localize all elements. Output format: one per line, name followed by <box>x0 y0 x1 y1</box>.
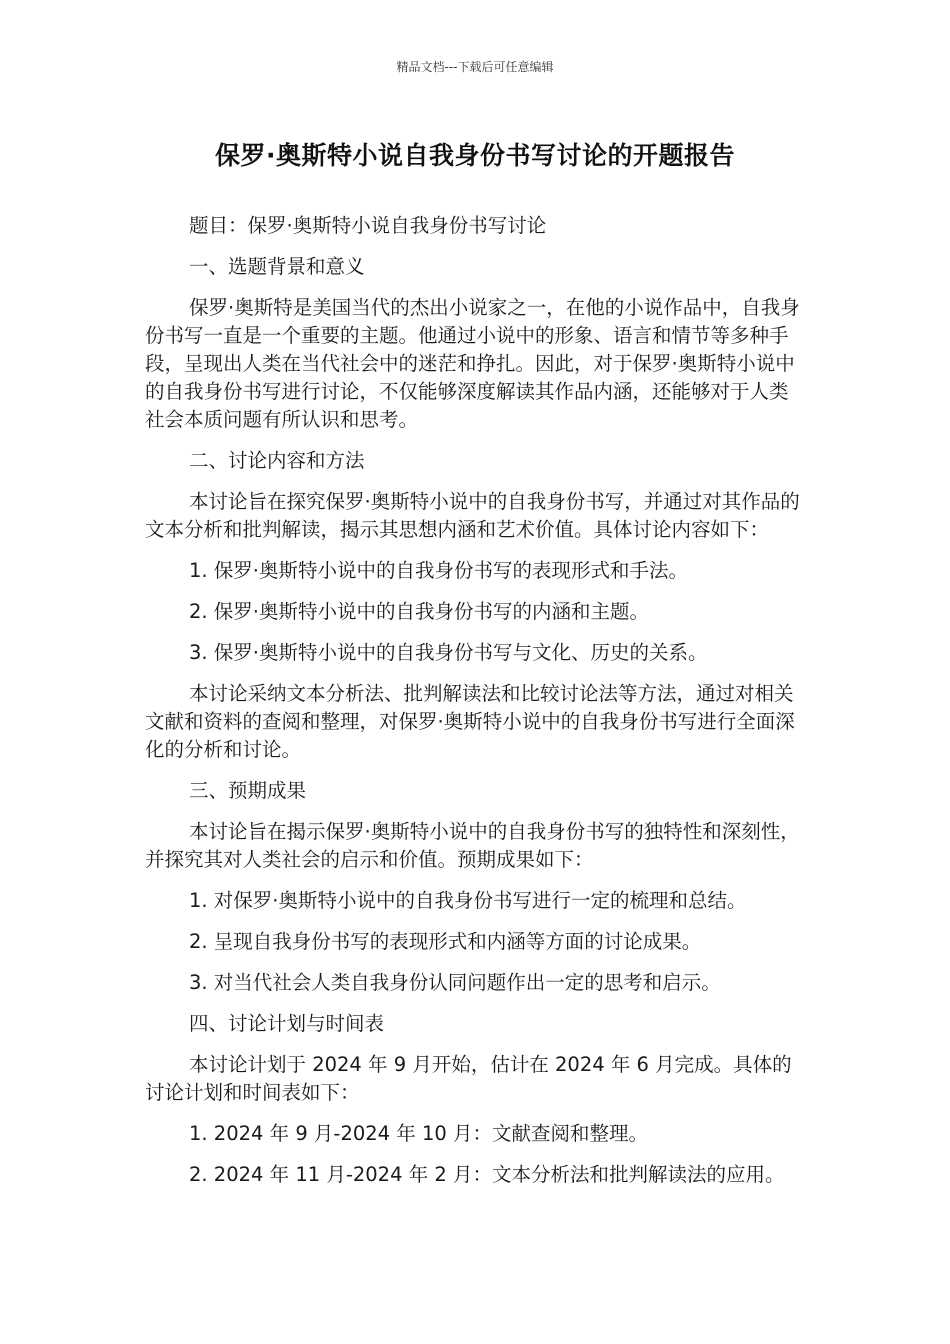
section-heading: 四、讨论计划与时间表 <box>189 1012 385 1035</box>
list-item: 3. 对当代社会人类自我身份认同问题作出一定的思考和启示。 <box>189 971 721 994</box>
document-title: 保罗·奥斯特小说自我身份书写讨论的开题报告 <box>215 141 735 170</box>
paragraph: 本讨论采纳文本分析法、批判解读法和比较讨论法等方法，通过对相关文献和资料的查阅和整理，对保罗·奥斯特小说中的自我身份书写进行全面深化的分析和讨论。 <box>145 682 795 761</box>
list-item: 1. 2024 年 9 月-2024 年 10 月：文献查阅和整理。 <box>189 1122 649 1145</box>
list-item: 2. 保罗·奥斯特小说中的自我身份书写的内涵和主题。 <box>189 600 650 623</box>
paragraph: 本讨论旨在揭示保罗·奥斯特小说中的自我身份书写的独特性和深刻性，并探究其对人类社会的启示和价值。预期成果如下： <box>145 820 800 871</box>
paragraph: 本讨论计划于 2024 年 9 月开始，估计在 2024 年 6 月完成。具体的讨论计划和时间表如下： <box>145 1053 792 1104</box>
paragraph: 本讨论旨在探究保罗·奥斯特小说中的自我身份书写，并通过对其作品的文本分析和批判解读，揭示其思想内涵和艺术价值。具体讨论内容如下： <box>145 490 800 541</box>
list-item: 1. 保罗·奥斯特小说中的自我身份书写的表现形式和手法。 <box>189 559 689 582</box>
list-item: 1. 对保罗·奥斯特小说中的自我身份书写进行一定的梳理和总结。 <box>189 889 747 912</box>
list-item: 2. 呈现自我身份书写的表现形式和内涵等方面的讨论成果。 <box>189 930 702 953</box>
section-heading: 一、选题背景和意义 <box>189 255 365 278</box>
header-note: 精品文档---下载后可任意编辑 <box>396 60 554 74</box>
list-item: 3. 保罗·奥斯特小说中的自我身份书写与文化、历史的关系。 <box>189 641 708 664</box>
paragraph: 保罗·奥斯特是美国当代的杰出小说家之一，在他的小说作品中，自我身份书写一直是一个重要的主题。他通过小说中的形象、语言和情节等多种手段，呈现出人类在当代社会中的迷茫和挣扎。因此，对于保罗·奥斯特小说中的自我身份书写进行讨论，不仅能够深度解读其作品内涵，还能够对于人类社会本质问题有所认识和思考。 <box>145 296 800 431</box>
section-heading: 二、讨论内容和方法 <box>189 449 365 472</box>
document-body <box>145 212 800 1202</box>
list-item: 2. 2024 年 11 月-2024 年 2 月：文本分析法和批判解读法的应用。 <box>189 1163 785 1186</box>
topic-line: 题目：保罗·奥斯特小说自我身份书写讨论 <box>189 214 547 237</box>
section-heading: 三、预期成果 <box>189 779 307 802</box>
